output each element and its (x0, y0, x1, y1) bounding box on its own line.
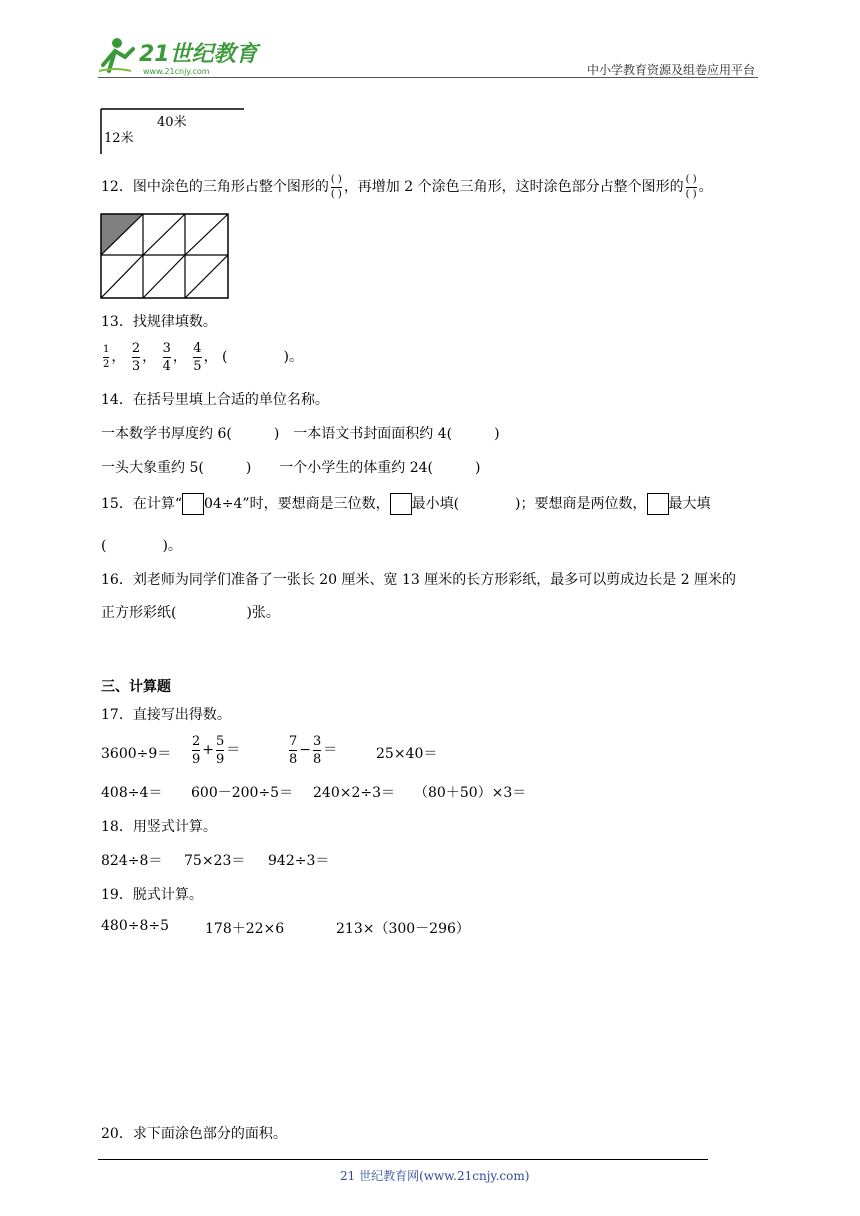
length-label: 40米 (157, 115, 187, 130)
header-divider (98, 77, 758, 78)
digit-box-1[interactable] (182, 493, 204, 515)
q12-text-c: 。 (698, 179, 713, 195)
q17-item-2: $\frac{2}{9}$ + $\frac{5}{9}$ ＝ (192, 733, 241, 767)
seq-fraction-4: $\frac{4}{5}$ (193, 340, 202, 374)
platform-name: 中小学教育资源及组卷应用平台 (586, 63, 755, 77)
q13-sequence: $\frac{1}{2}$ ， $\frac{2}{3}$ ， $\frac{3}{4}$ ， $\frac{4}{5}$ ， ( )。 (103, 340, 303, 374)
logo (95, 35, 265, 77)
seq-fraction-1: $\frac{1}{2}$ (103, 343, 110, 370)
q19-item-2: 178＋22×6 (205, 921, 285, 937)
digit-box-2[interactable] (390, 493, 412, 515)
q17-title: 17．直接写出得数。 (101, 707, 231, 723)
q17-item-6: 600－200÷5＝ (191, 785, 294, 801)
q16-line-2[interactable]: 正方形彩纸( )张。 (101, 605, 280, 621)
q17-item-1: 3600÷9＝ (101, 746, 172, 762)
q14-line-2[interactable]: 一头大象重约 5( ) 一个小学生的体重约 24( ) (101, 460, 481, 476)
question-12 (101, 172, 713, 202)
footer-divider (98, 1159, 708, 1160)
section-title-calculation: 三、计算题 (101, 679, 171, 695)
q12-blank-fraction-1[interactable]: $\frac{( )}{( )}$ (330, 173, 342, 200)
q14-line-1[interactable]: 一本数学书厚度约 6( ) 一本语文书封面面积约 4( ) (101, 426, 500, 442)
q18-title: 18．用竖式计算。 (101, 819, 217, 835)
q19-item-3: 213×（300－296） (336, 921, 470, 937)
q12-text-a: 12．图中涂色的三角形占整个图形的 (101, 179, 329, 195)
q20-title: 20．求下面涂色部分的面积。 (101, 1126, 287, 1142)
q16-line-1: 16．刘老师为同学们准备了一张长 20 厘米、宽 13 厘米的长方形彩纸，最多可以剪成边长是 2 厘米的 (101, 572, 737, 588)
q17-item-4: 25×40＝ (376, 746, 438, 762)
digit-box-3[interactable] (647, 493, 669, 515)
question-15: 15．在计算“ 04÷4”时，要想商是三位数， 最小填( )；要想商是两位数， 最大填 (101, 493, 711, 515)
seq-fraction-2: $\frac{2}{3}$ (131, 340, 141, 374)
q17-item-5: 408÷4＝ (101, 785, 163, 801)
q18-item-1: 824÷8＝ (101, 853, 163, 869)
q15-answer-blank[interactable]: ( )。 (101, 538, 182, 554)
q19-title: 19．脱式计算。 (101, 887, 203, 903)
footer-text[interactable]: 21 世纪教育网(www.21cnjy.com) (340, 1169, 530, 1183)
q13-answer-blank[interactable]: ( )。 (222, 349, 303, 365)
logo-title: 21世纪教育 (139, 42, 258, 67)
logo-url: www.21cnjy.com (143, 67, 210, 76)
q18-item-2: 75×23＝ (184, 853, 246, 869)
q12-text-b: ，再增加 2 个涂色三角形，这时涂色部分占整个图形的 (343, 179, 684, 195)
q18-item-3: 942÷3＝ (268, 853, 330, 869)
q17-item-8: （80＋50）×3＝ (414, 785, 527, 801)
width-label: 12米 (104, 131, 134, 146)
q12-blank-fraction-2[interactable]: $\frac{( )}{( )}$ (685, 173, 697, 200)
q13-title: 13．找规律填数。 (101, 314, 217, 330)
q14-title: 14．在括号里填上合适的单位名称。 (101, 392, 329, 408)
triangle-grid-figure (100, 213, 230, 300)
q17-item-7: 240×2÷3＝ (313, 785, 395, 801)
q17-item-3: $\frac{7}{8}$ − $\frac{3}{8}$ ＝ (289, 733, 338, 767)
q19-item-1: 480÷8÷5 (101, 918, 169, 934)
seq-fraction-3: $\frac{3}{4}$ (162, 340, 171, 374)
